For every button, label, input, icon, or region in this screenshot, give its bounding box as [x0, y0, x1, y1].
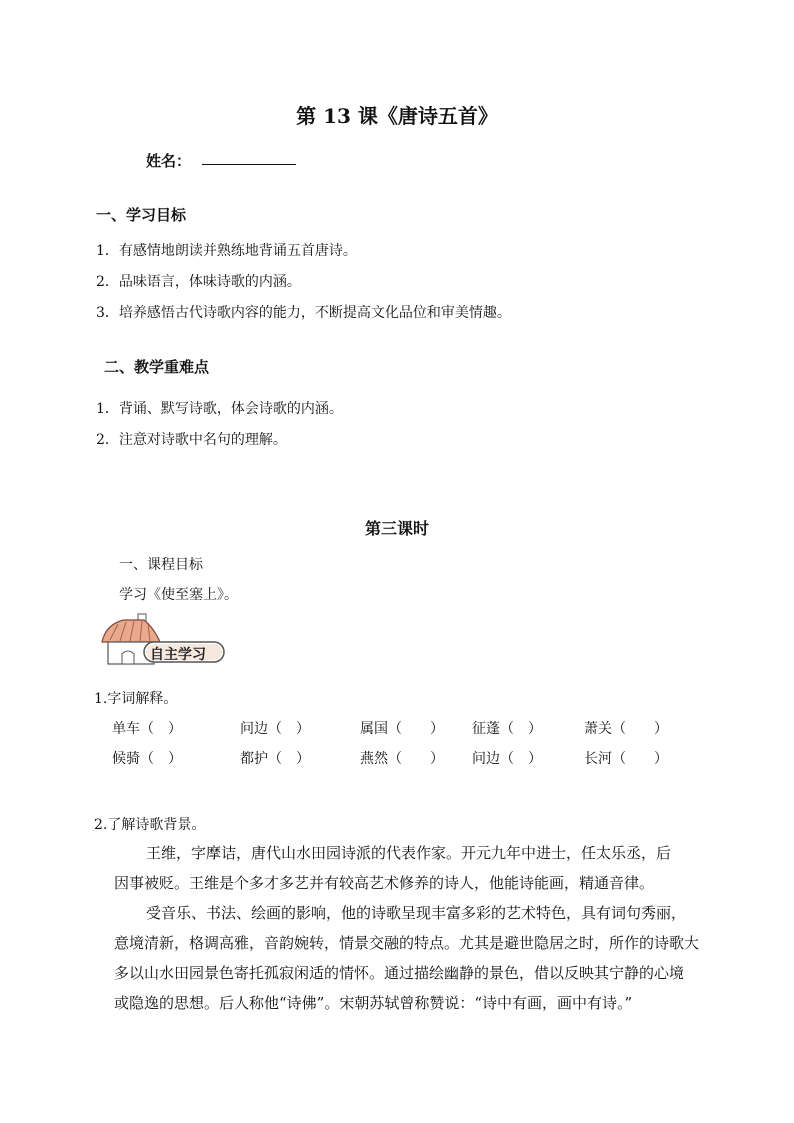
vocab-item: 征蓬（ ）: [472, 721, 542, 737]
vocab-item: 候骑（ ）: [112, 751, 182, 767]
vocab-item: 问边（ ）: [240, 721, 310, 737]
vocab-item: 都护（ ）: [240, 751, 310, 767]
background-line: 受音乐、书法、绘画的影响，他的诗歌呈现丰富多彩的艺术特色，具有词句秀丽，: [146, 904, 687, 922]
vocab-item: 属国（ ）: [360, 721, 444, 737]
course-goal-text: 学习《使至塞上》。: [119, 587, 238, 603]
goal-item: 1．有感情地朗读并熟练地背诵五首唐诗。: [96, 243, 357, 259]
self-study-label: 自主学习: [150, 647, 206, 663]
course-goal-heading: 一、课程目标: [119, 557, 203, 573]
vocab-item: 长河（ ）: [584, 751, 668, 767]
background-line: 因事被贬。王维是个多才多艺并有较高艺术修养的诗人，他能诗能画，精通音律。: [114, 874, 655, 892]
goal-item: 2．品味语言，体味诗歌的内涵。: [96, 274, 301, 290]
vocab-item: 问边（ ）: [472, 751, 542, 767]
self-study-badge: [100, 612, 226, 668]
key-point-item: 2．注意对诗歌中名句的理解。: [96, 432, 287, 448]
section-heading-key-points: 二、教学重难点: [104, 358, 210, 376]
lesson-title: 第三课时: [364, 519, 429, 538]
name-label: 姓名：: [146, 152, 192, 170]
page-title: 第 13 课《唐诗五首》: [296, 104, 498, 128]
background-heading: 2.了解诗歌背景。: [94, 817, 206, 833]
section-heading-goals: 一、学习目标: [96, 206, 187, 224]
vocab-item: 萧关（ ）: [584, 721, 668, 737]
vocab-item: 燕然（ ）: [360, 751, 444, 767]
name-blank-line[interactable]: [202, 164, 296, 165]
background-line: 意境清新，格调高雅，音韵婉转，情景交融的特点。尤其是避世隐居之时，所作的诗歌大: [114, 934, 700, 952]
background-line: 王维，字摩诘，唐代山水田园诗派的代表作家。开元九年中进士，任太乐丞，后: [146, 844, 672, 862]
goal-item: 3．培养感悟古代诗歌内容的能力，不断提高文化品位和审美情趣。: [96, 305, 511, 321]
background-line: 多以山水田园景色寄托孤寂闲适的情怀。通过描绘幽静的景色，借以反映其宁静的心境: [114, 964, 685, 982]
vocab-heading: 1.字词解释。: [94, 691, 178, 707]
vocab-item: 单车（ ）: [112, 721, 182, 737]
background-line: 或隐逸的思想。后人称他“诗佛”。宋朝苏轼曾称赞说：“诗中有画，画中有诗。”: [114, 994, 633, 1012]
key-point-item: 1．背诵、默写诗歌，体会诗歌的内涵。: [96, 401, 343, 417]
